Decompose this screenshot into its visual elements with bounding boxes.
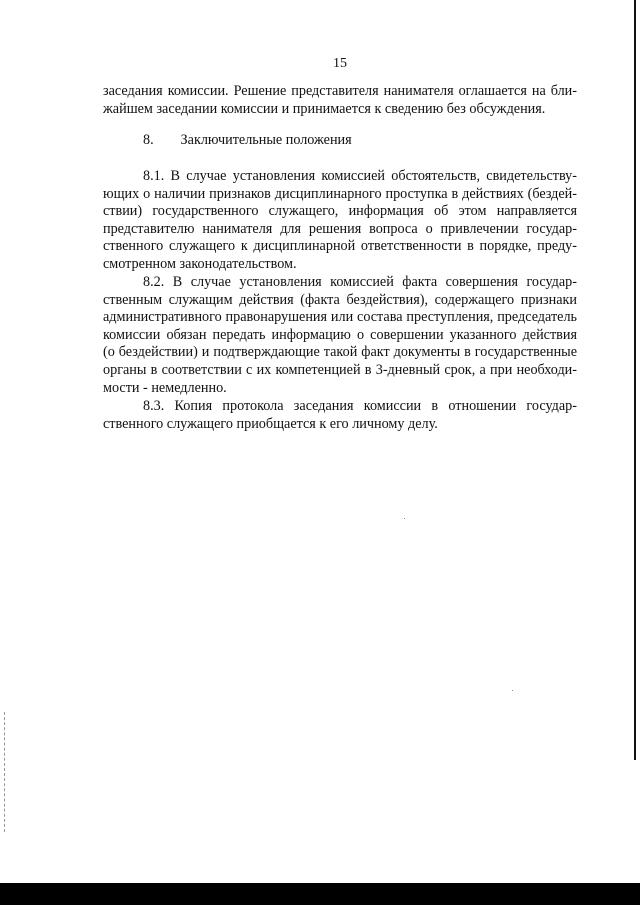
intro-paragraph bbox=[103, 83, 577, 118]
text-line: смотренном законодательством. bbox=[103, 255, 297, 272]
page-number: 15 bbox=[333, 56, 347, 71]
scan-edge-marks bbox=[4, 712, 6, 832]
text-line: жайшем заседании комиссии и принимается к сведению без обсуждения. bbox=[103, 100, 546, 117]
text-line: 8.2. В случае установления комиссией факта совершения государ- bbox=[143, 274, 577, 290]
paragraph-8-1 bbox=[103, 168, 577, 274]
text-line: ственного служащего к дисциплинарной ответственности в порядке, преду- bbox=[103, 238, 577, 255]
text-line: 8.1. В случае установления комиссией обстоятельств, свидетельству- bbox=[143, 168, 577, 184]
scan-speck bbox=[404, 518, 405, 519]
text-line: мости - немедленно. bbox=[103, 379, 227, 396]
scan-right-edge bbox=[634, 0, 636, 760]
text-line: ющих о наличии признаков дисциплинарного проступка в действиях (бездей- bbox=[103, 185, 577, 202]
section-number: 8. bbox=[143, 132, 154, 148]
text-line: органы в соответствии с их компетенцией в 3-дневный срок, а при необходи- bbox=[103, 361, 577, 378]
section-title: Заключительные положения bbox=[180, 132, 352, 148]
paragraph-8-3 bbox=[103, 398, 577, 433]
section-heading bbox=[143, 132, 352, 149]
text-line: заседания комиссии. Решение представителя нанимателя оглашается на бли- bbox=[103, 83, 577, 99]
scan-bottom-edge bbox=[0, 883, 640, 905]
text-line: ственного служащего приобщается к его личному делу. bbox=[103, 415, 438, 432]
scan-speck bbox=[512, 690, 513, 691]
text-line: ственным служащим действия (факта бездействия), содержащего признаки bbox=[103, 291, 577, 308]
text-line: административного правонарушения или состава преступления, председатель bbox=[103, 309, 577, 326]
paragraph-8-2 bbox=[103, 274, 577, 397]
text-line: представителю нанимателя для решения вопроса о привлечении государ- bbox=[103, 220, 577, 237]
text-line: комиссии обязан передать информацию о совершении указанного действия bbox=[103, 326, 577, 343]
text-line: ствии) государственного служащего, информация об этом направляется bbox=[103, 203, 577, 220]
text-line: (о бездействии) и подтверждающие такой факт документы в государственные bbox=[103, 344, 577, 361]
text-line: 8.3. Копия протокола заседания комиссии в отношении государ- bbox=[143, 398, 577, 414]
